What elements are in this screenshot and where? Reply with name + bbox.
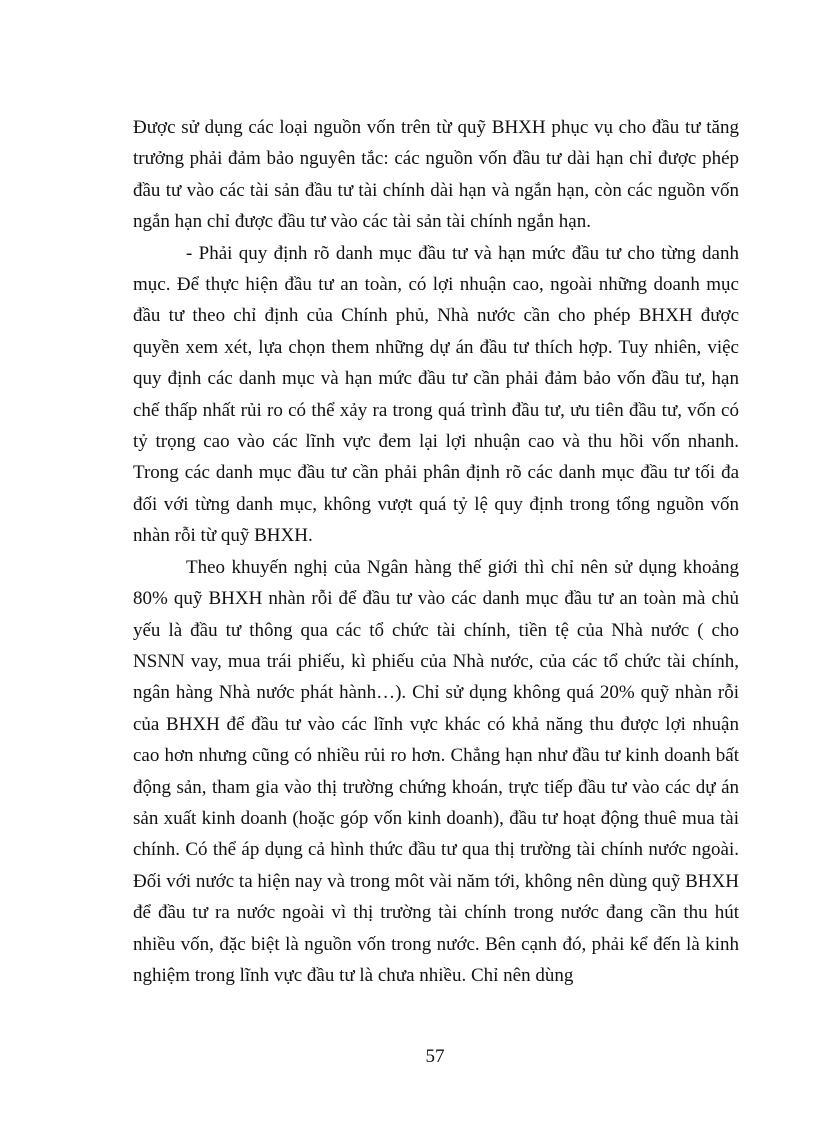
body-text (133, 112, 739, 991)
paragraph-investment-portfolio: - Phải quy định rõ danh mục đầu tư và hạn mức đầu tư cho từng danh mục. Để thực hiện đầu tư an toàn, có lợi nhuận cao, ngoài những doanh mục đầu tư theo chỉ định của Chính phủ, Nhà nước cần cho phép BHXH được quyền xem xét, lựa chọn them những dự án đầu tư thích hợp. Tuy nhiên, việc quy định các danh mục và hạn mức đầu tư cần phải đảm bảo vốn đầu tư, hạn chế thấp nhất rủi ro có thể xảy ra trong quá trình đầu tư, ưu tiên đầu tư, vốn có tỷ trọng cao vào các lĩnh vực đem lại lợi nhuận cao và thu hồi vốn nhanh. Trong các danh mục đầu tư cần phải phân định rõ các danh mục đầu tư tối đa đối với từng danh mục, không vượt quá tỷ lệ quy định trong tổng nguồn vốn nhàn rỗi từ quỹ BHXH. (133, 242, 739, 547)
page-number: 57 (425, 1046, 445, 1067)
paragraph-capital-sources: Được sử dụng các loại nguồn vốn trên từ quỹ BHXH phục vụ cho đầu tư tăng trưởng phải đảm bảo nguyên tắc: các nguồn vốn đầu tư dài hạn chỉ được phép đầu tư vào các tài sản đầu tư tài chính dài hạn và ngắn hạn, còn các nguồn vốn ngắn hạn chỉ được đầu tư vào các tài sản tài chính ngắn hạn. (133, 117, 739, 233)
paragraph-world-bank-recommendation: Theo khuyến nghị của Ngân hàng thế giới thì chỉ nên sử dụng khoảng 80% quỹ BHXH nhàn rỗi để đầu tư vào các danh mục đầu tư an toàn mà chủ yếu là đầu tư thông qua các tổ chức tài chính, tiền tệ của Nhà nước ( cho NSNN vay, mua trái phiếu, kì phiếu của Nhà nước, của các tổ chức tài chính, ngân hàng Nhà nước phát hành…). Chỉ sử dụng không quá 20% quỹ nhàn rỗi của BHXH để đầu tư vào các lĩnh vực khác có khả năng thu được lợi nhuận cao hơn nhưng cũng có nhiều rủi ro hơn. Chẳng hạn như đầu tư kinh doanh bất động sản, tham gia vào thị trường chứng khoán, trực tiếp đầu tư vào các dự án sản xuất kinh doanh (hoặc góp vốn kinh doanh), đầu tư hoạt động thuê mua tài chính. Có thể áp dụng cả hình thức đầu tư qua thị trường tài chính nước ngoài. Đối với nước ta hiện nay và trong môt vài năm tới, không nên dùng quỹ BHXH để đầu tư ra nước ngoài vì thị trường tài chính trong nước đang cần thu hút nhiều vốn, đặc biệt là nguồn vốn trong nước. Bên cạnh đó, phải kể đến là kinh nghiệm trong lĩnh vực đầu tư là chưa nhiều. Chỉ nên dùng (133, 556, 739, 986)
